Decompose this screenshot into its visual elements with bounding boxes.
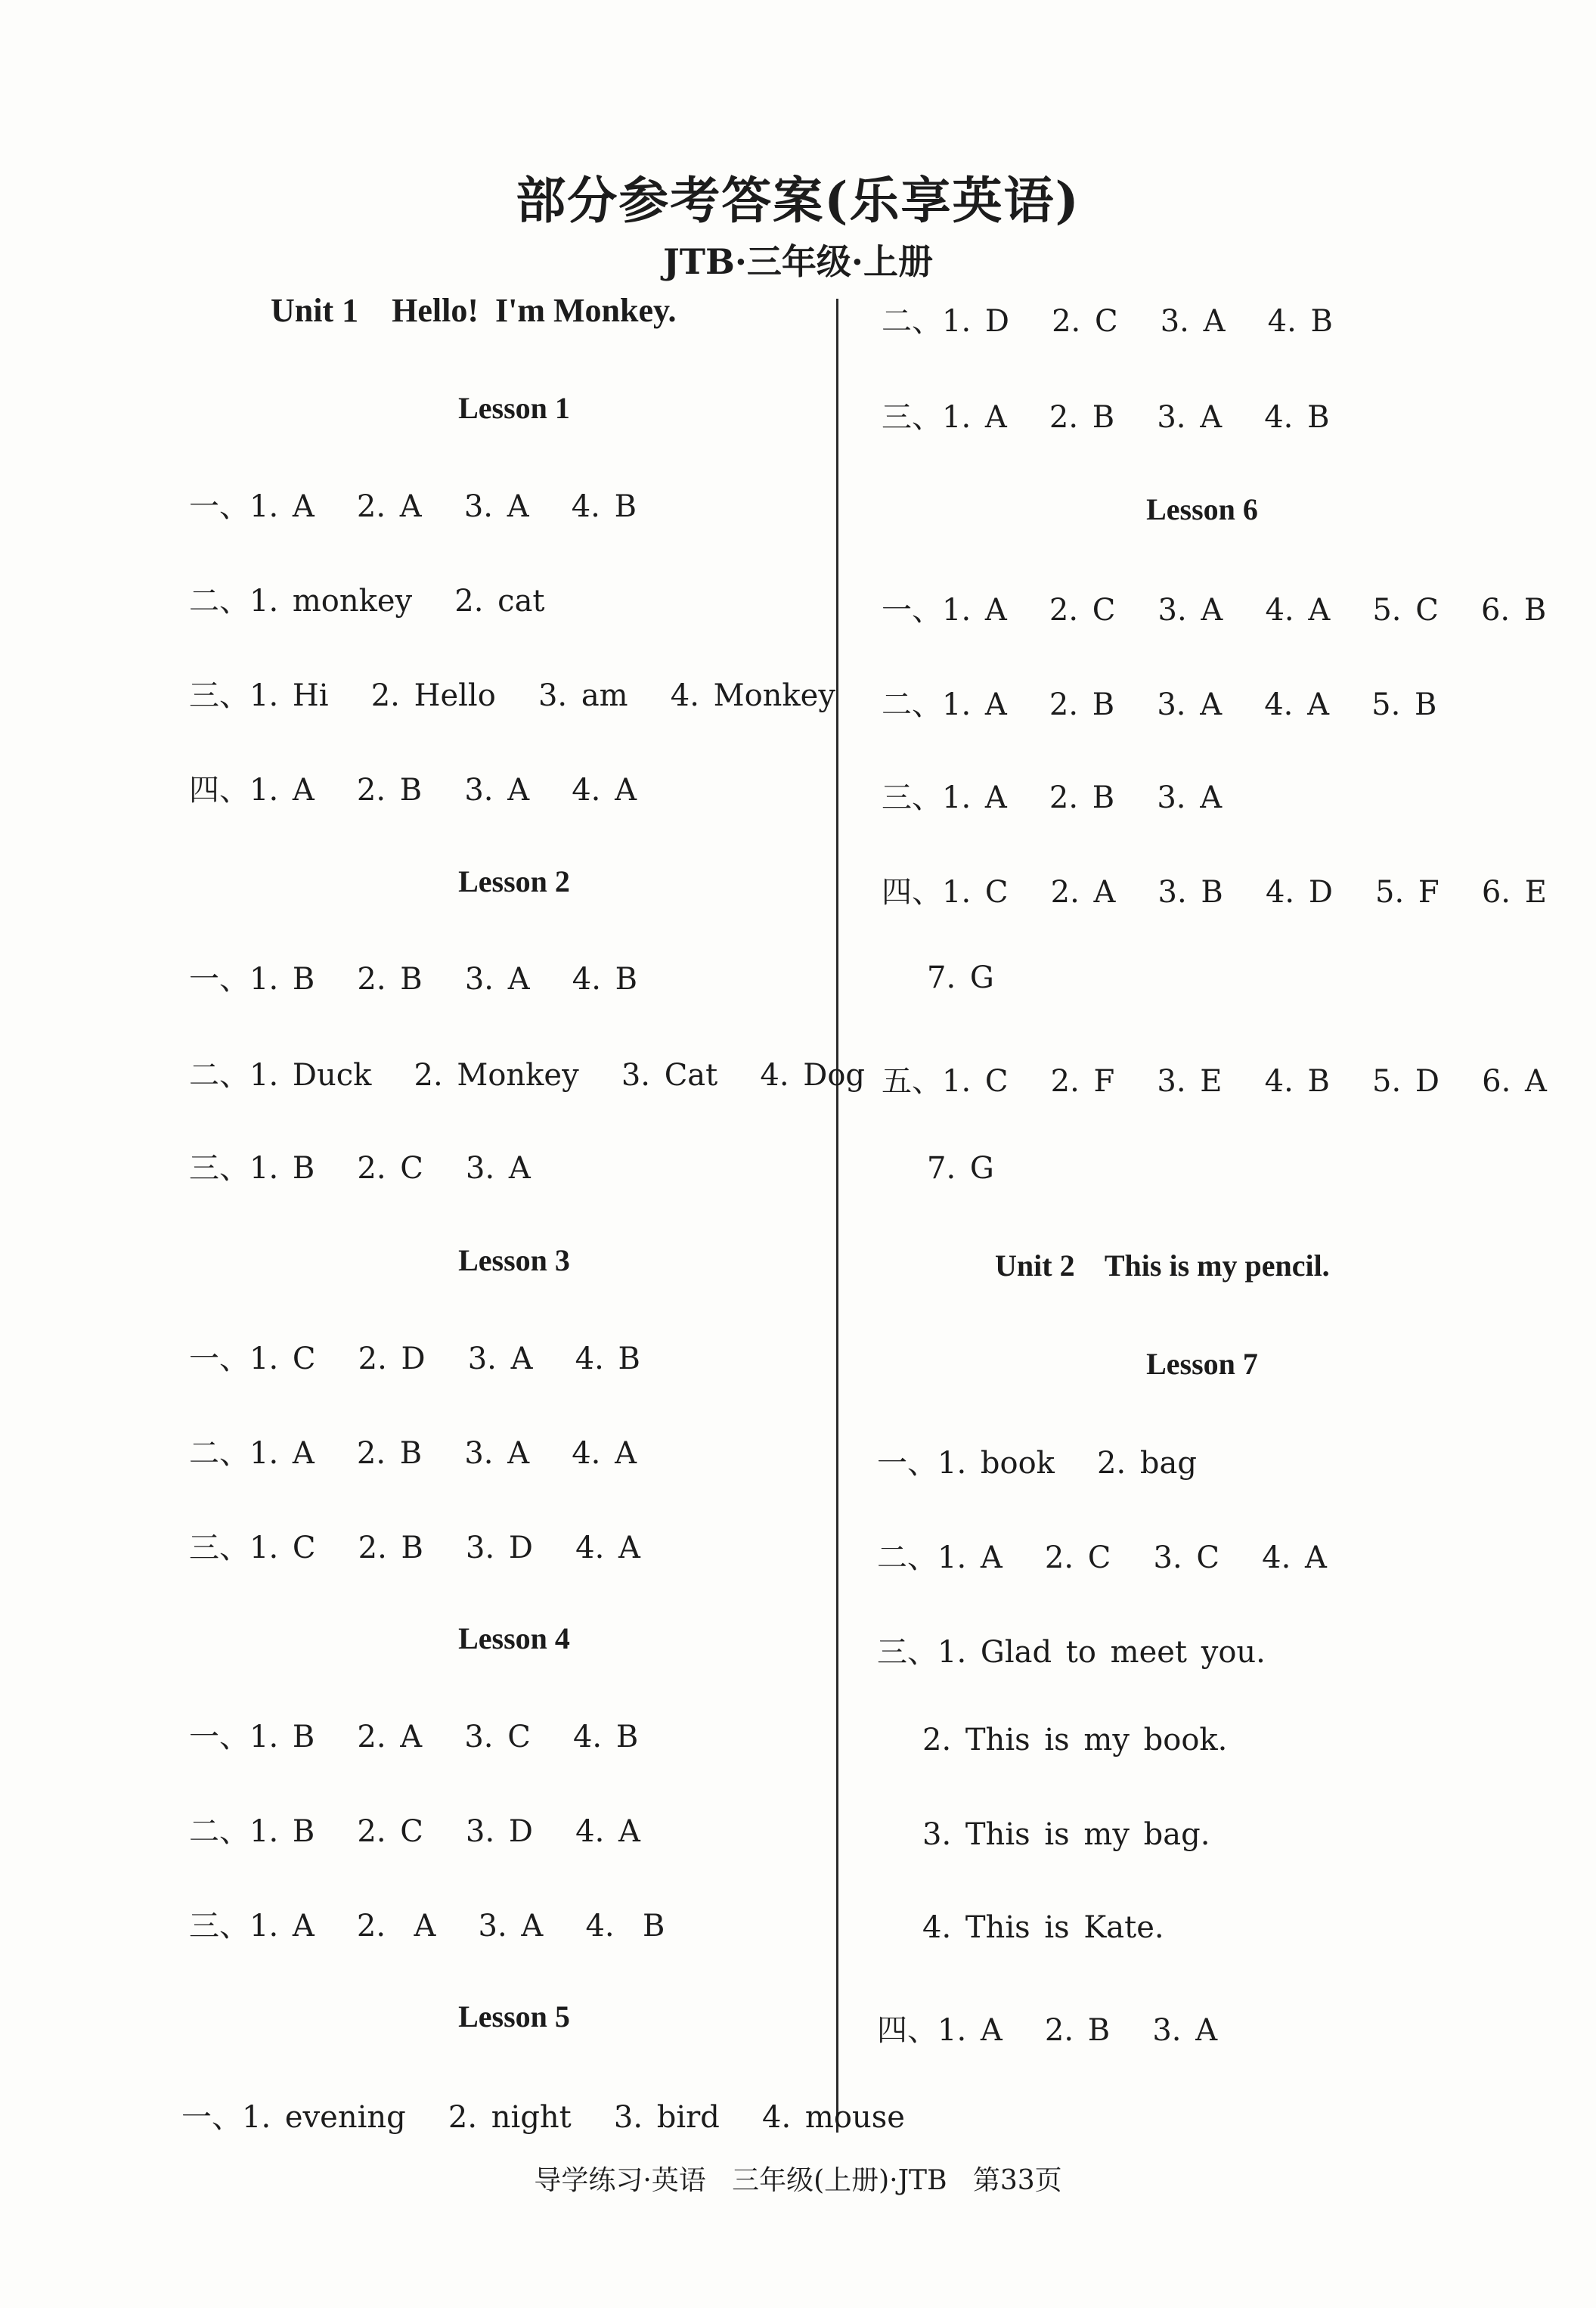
page-subtitle: JTB·三年级·上册 [663, 241, 933, 282]
lesson-7-title: Lesson 7 [1146, 1347, 1258, 1381]
lesson-3-title: Lesson 3 [458, 1243, 570, 1277]
answer-line: 一、1. book 2. bag [877, 1446, 1197, 1481]
answer-line: 一、1. B 2. A 3. C 4. B [189, 1720, 639, 1754]
lesson-2-title: Lesson 2 [458, 864, 570, 898]
answer-line: 三、1. A 2. B 3. A 4. B [882, 400, 1330, 435]
lesson-4-title: Lesson 4 [458, 1621, 570, 1655]
page-title: 部分参考答案(乐享英语) [516, 171, 1080, 230]
answer-line: 3. This is my bag. [922, 1817, 1210, 1852]
answer-line: 7. G [927, 960, 994, 995]
answer-line: 二、1. A 2. B 3. A 4. A 5. B [882, 687, 1437, 722]
answer-line: 三、1. C 2. B 3. D 4. A [189, 1531, 640, 1565]
answer-line: 四、1. A 2. B 3. A 4. A [189, 773, 637, 808]
answer-line: 二、1. Duck 2. Monkey 3. Cat 4. Dog [189, 1058, 866, 1093]
answer-line: 一、1. B 2. B 3. A 4. B [189, 962, 638, 997]
answer-line: 二、1. monkey 2. cat [189, 584, 545, 619]
answer-line: 三、1. Hi 2. Hello 3. am 4. Monkey [189, 678, 835, 713]
column-divider [836, 299, 838, 2133]
answer-line: 三、1. A 2. B 3. A [882, 780, 1223, 815]
answer-line: 一、1. A 2. C 3. A 4. A 5. C 6. B [882, 593, 1547, 628]
answer-line: 四、1. C 2. A 3. B 4. D 5. F 6. E [882, 875, 1547, 910]
answer-line: 二、1. A 2. B 3. A 4. A [189, 1436, 637, 1471]
answer-line: 二、1. D 2. C 3. A 4. B [882, 304, 1333, 339]
lesson-5-title: Lesson 5 [458, 1999, 570, 2033]
page-footer: 导学练习·英语 三年级(上册)·JTB 第33页 [534, 2165, 1062, 2196]
answer-line: 四、1. A 2. B 3. A [877, 2013, 1218, 2048]
answer-line: 二、1. B 2. C 3. D 4. A [189, 1814, 640, 1849]
unit-2-title: Unit 2 This is my pencil. [995, 1249, 1330, 1283]
answer-line: 一、1. C 2. D 3. A 4. B [189, 1342, 640, 1376]
answer-line: 三、1. B 2. C 3. A [189, 1151, 531, 1186]
answer-line: 二、1. A 2. C 3. C 4. A [877, 1540, 1327, 1575]
answer-line: 一、1. A 2. A 3. A 4. B [189, 489, 637, 524]
answer-line: 一、1. evening 2. night 3. bird 4. mouse [181, 2100, 905, 2135]
answer-line: 7. G [927, 1151, 994, 1186]
lesson-1-title: Lesson 1 [458, 391, 570, 425]
answer-line: 五、1. C 2. F 3. E 4. B 5. D 6. A [882, 1064, 1547, 1099]
answer-line: 4. This is Kate. [922, 1910, 1164, 1945]
answer-line: 三、1. Glad to meet you. [877, 1635, 1266, 1670]
lesson-6-title: Lesson 6 [1146, 492, 1258, 526]
answer-line: 三、1. A 2. A 3. A 4. B [189, 1909, 665, 1943]
unit-1-title: Unit 1 Hello! I'm Monkey. [271, 292, 677, 329]
answer-line: 2. This is my book. [922, 1723, 1228, 1757]
